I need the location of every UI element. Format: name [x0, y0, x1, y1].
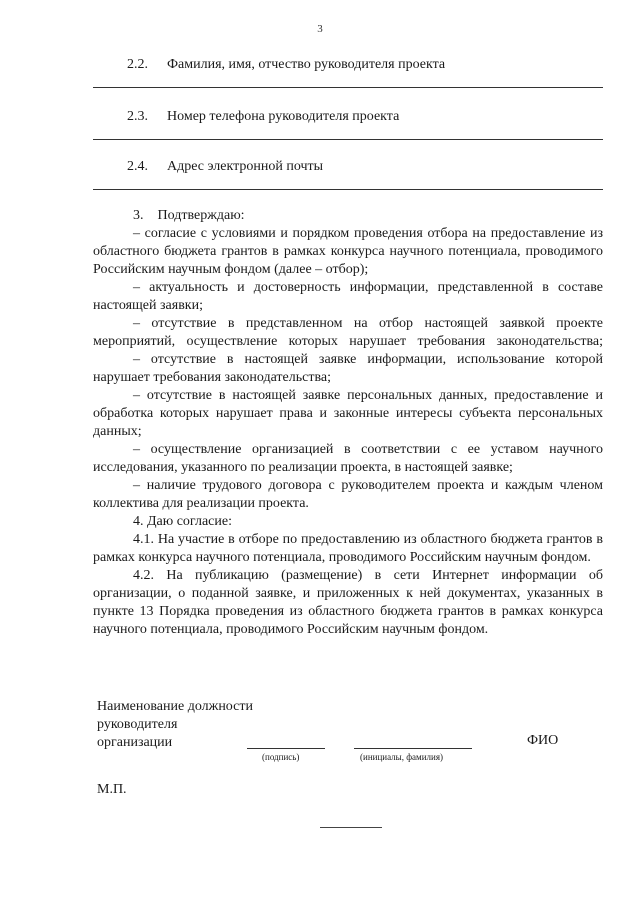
confirmation-text: [93, 207, 603, 639]
position-line: организации: [97, 735, 173, 750]
confirm-item: – наличие трудового договора с руководителем проекта и каждым членом коллектива для реализации проекта.: [93, 478, 603, 511]
section4-heading: 4. Даю согласие:: [133, 514, 232, 529]
field-email: [93, 159, 603, 190]
confirm-item: – осуществление организацией в соответствии с ее уставом научного исследования, указанного по реализации проекта, в настоящей заявке;: [93, 442, 603, 475]
field-number: 2.2.: [127, 57, 148, 72]
field-manager-name: [93, 57, 603, 88]
confirm-item: – отсутствие в представленном на отбор настоящей заявкой проекте мероприятий, осуществление которых нарушает требования законодательства;: [93, 316, 603, 349]
consent-item: 4.1. На участие в отборе по предоставлению из областного бюджета грантов в рамках конкурса научного потенциала, проводимого Российским научным фондом.: [93, 532, 603, 565]
fill-line: [93, 139, 603, 140]
position-line: руководителя: [97, 717, 178, 732]
confirm-item: – отсутствие в настоящей заявке информации, использование которой нарушает требования законодательства;: [93, 352, 603, 385]
field-number: 2.4.: [127, 159, 148, 174]
signature-caption: (подпись): [262, 752, 300, 762]
position-line: Наименование должности: [97, 699, 253, 714]
confirm-item: – актуальность и достоверность информации, представленной в составе настоящей заявки;: [93, 280, 603, 313]
confirm-item: – отсутствие в настоящей заявке персональных данных, предоставление и обработка которых нарушает права и законные интересы субъекта персональных данных;: [93, 388, 603, 439]
field-label: Номер телефона руководителя проекта: [167, 109, 400, 124]
field-label: Фамилия, имя, отчество руководителя проекта: [167, 57, 446, 72]
fio-label: ФИО: [527, 733, 559, 748]
fill-line: [93, 87, 603, 88]
section3-heading: 3. Подтверждаю:: [133, 208, 245, 223]
consent-item: 4.2. На публикацию (размещение) в сети Интернет информации об организации, о поданной заявке, и приложенных к ней документах, указанных в пункте 13 Порядка проведения из областного бюджета грантов в рамках конкурса научного потенциала, проводимого Российским научным фондом.: [93, 568, 603, 637]
confirm-item: – согласие с условиями и порядком проведения отбора на предоставление из областного бюджета грантов в рамках конкурса научного потенциала, проводимого Российским научным фондом (далее – отбор);: [93, 226, 603, 277]
field-number: 2.3.: [127, 109, 148, 124]
field-manager-phone: [93, 109, 603, 140]
page-number: 3: [317, 23, 323, 35]
fill-line: [93, 189, 603, 190]
bottom-divider: [320, 827, 382, 828]
signature-line: [247, 748, 325, 749]
position-title: [97, 698, 253, 752]
name-line: [354, 748, 472, 749]
stamp-place: М.П.: [97, 782, 127, 797]
field-label: Адрес электронной почты: [167, 159, 324, 174]
name-caption: (инициалы, фамилия): [360, 752, 443, 762]
